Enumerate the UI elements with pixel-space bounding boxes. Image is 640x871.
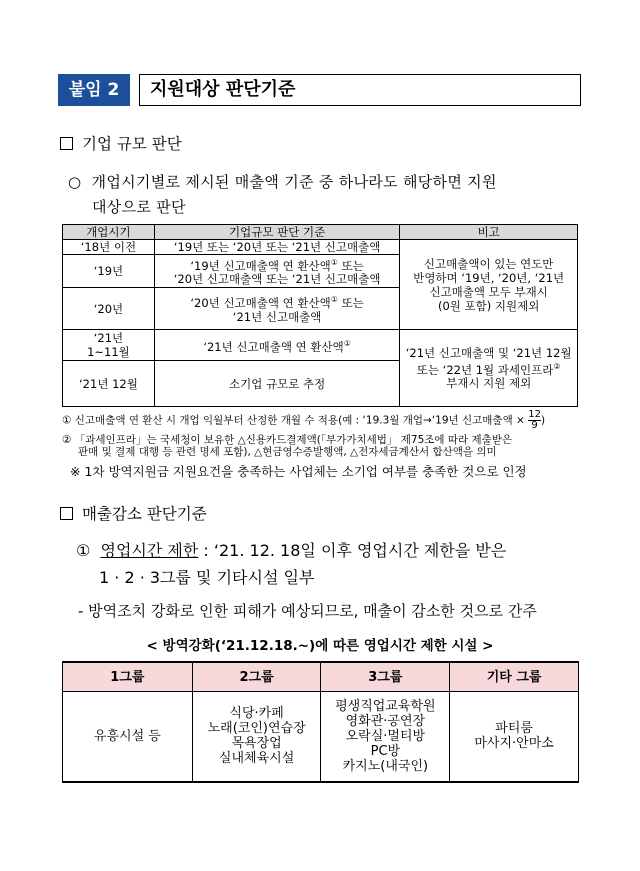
checkbox-square-icon: [60, 507, 73, 520]
col-header-group2: 2그룹: [192, 662, 321, 692]
period-cell: ‘21년 1~11월: [63, 330, 155, 361]
group2-cell: 식당·카페 노래(코인)연습장 목욕장업 실내체육시설: [192, 692, 321, 782]
section-heading-size: 기업 규모 판단: [60, 132, 182, 154]
fraction: $\frac{12}{9}$: [528, 409, 541, 431]
footnote-2-cont: 판매 및 결제 대행 등 관련 명세 포함), △현금영수증발행액, △전자세금계산서 합산액을 의미: [78, 446, 497, 458]
group1-cell: 유흥시설 등: [63, 692, 193, 782]
recognition-note: ※ 1차 방역지원금 지원요건을 충족하는 사업체는 소기업 여부를 충족한 것으로 인정: [70, 464, 527, 479]
criteria-cell: ‘20년 신고매출액 연 환산액① 또는 ‘21년 신고매출액: [154, 288, 399, 330]
criteria-cell: ‘19년 또는 ‘20년 또는 ‘21년 신고매출액: [154, 240, 399, 255]
other-group-cell: 파티룸 마사지·안마소: [450, 692, 579, 782]
size-criteria-table: [62, 224, 578, 407]
criteria-cell: ‘19년 신고매출액 연 환산액① 또는 ‘20년 신고매출액 또는 ‘21년 신고매출액: [154, 255, 399, 288]
criteria-cell: 소기업 규모로 추정: [154, 361, 399, 407]
col-header-criteria: 기업규모 판단 기준: [154, 225, 399, 240]
group3-cell: 평생직업교육학원 영화관·공연장 오락실·멀티방 PC방 카지노(내국인): [321, 692, 450, 782]
page-title: 지원대상 판단기준: [139, 74, 581, 106]
dash-text: - 방역조치 강화로 인한 피해가 예상되므로, 매출이 감소한 것으로 간주: [78, 602, 537, 620]
footnote-1: ① 신고매출액 연 환산 시 개업 익월부터 산정한 개월 수 적용(예 : ‘19.3월 개업→‘19년 신고매출액 × $\frac{12}{9}$ ): [62, 409, 546, 431]
section-heading-sales: 매출감소 판단기준: [60, 502, 207, 524]
col-header-period: 개업시기: [63, 225, 155, 240]
bullet-text-cont: 대상으로 판단: [92, 198, 186, 216]
footnote-2: ② 「과세인프라」는 국세청이 보유한 △신용카드결제액(「부가가치세법」 제75조에 따라 제출받은: [62, 434, 513, 446]
checkbox-square-icon: [60, 137, 73, 150]
criterion-item: ① 영업시간 제한 : ‘21. 12. 18일 이후 영업시간 제한을 받은: [76, 541, 507, 560]
col-header-note: 비고: [400, 225, 578, 240]
table-caption: < 방역강화(‘21.12.18.~)에 따른 영업시간 제한 시설 >: [146, 638, 494, 654]
criteria-cell: ‘21년 신고매출액 연 환산액①: [154, 330, 399, 361]
col-header-group1: 1그룹: [63, 662, 193, 692]
period-cell: ‘21년 12월: [63, 361, 155, 407]
note-cell: 신고매출액이 있는 연도만 반영하며 ‘19년, ‘20년, ‘21년 신고매출액 모두 부재시 (0원 포함) 지원제외: [400, 240, 578, 330]
appendix-badge: 붙임 2: [58, 74, 130, 106]
period-cell: ‘18년 이전: [63, 240, 155, 255]
group-table: [62, 661, 579, 783]
criterion-item-cont: 1 · 2 · 3그룹 및 기타시설 일부: [99, 568, 315, 587]
bullet-text: ○ 개업시기별로 제시된 매출액 기준 중 하나라도 해당하면 지원: [68, 173, 497, 191]
criterion-label: 영업시간 제한: [100, 541, 199, 560]
col-header-other: 기타 그룹: [450, 662, 579, 692]
note-cell: ‘21년 신고매출액 및 ‘21년 12월 또는 ‘22년 1월 과세인프라② 부재시 지원 제외: [400, 330, 578, 407]
period-cell: ‘20년: [63, 288, 155, 330]
period-cell: ‘19년: [63, 255, 155, 288]
col-header-group3: 3그룹: [321, 662, 450, 692]
